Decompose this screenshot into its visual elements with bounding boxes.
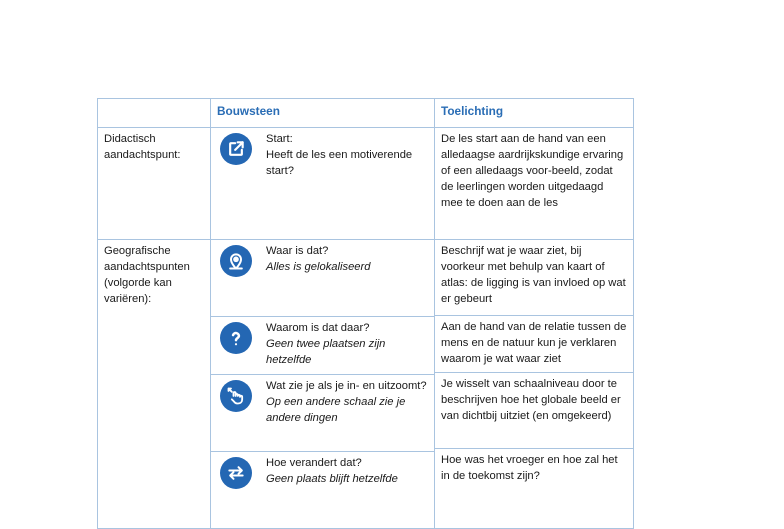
toelichting-cell: De les start aan de hand van een alledaagse aardrijkskundige ervaring of een alledaags voor-beeld, zodat de leerlingen worden uitgedaagd mee te doen aan de les (435, 128, 634, 240)
toelichting-text: Beschrijf wat je waar ziet, bij voorkeur met behulp van kaart of atlas: de ligging is van invloed op wat er gebeurt (441, 245, 626, 305)
bouwsteen-cell (211, 240, 435, 529)
zoom-gesture-icon (220, 380, 252, 412)
bouwsteen-subtitle: Geen twee plaatsen zijn hetzelfde (266, 338, 386, 366)
bouwsteen-cell (211, 128, 435, 240)
header-toelichting: Toelichting (435, 99, 634, 128)
bouwsteen-title: Wat zie je als je in- en uitzoomt? (266, 380, 427, 392)
row-label: Didactisch aandachtspunt: (98, 128, 211, 240)
toelichting-waar (441, 243, 627, 315)
row-label: Geografische aandachtspunten (volgorde kan variëren): (98, 240, 211, 529)
bouwstenen-table (97, 98, 634, 529)
table-row (98, 240, 634, 529)
toelichting-waarom (435, 315, 633, 372)
bouwsteen-title: Waarom is dat daar? (266, 322, 370, 334)
map-pin-icon (220, 245, 252, 277)
bouwsteen-subtitle: Alles is gelokaliseerd (266, 261, 371, 273)
bouwsteen-subtitle: Op een andere schaal zie je andere dingen (266, 396, 406, 424)
bouwsteen-title: Waar is dat? (266, 245, 329, 257)
question-icon (220, 322, 252, 354)
bouwsteen-waar (211, 240, 434, 316)
toelichting-zoom (435, 372, 633, 448)
bouwsteen-verandering (211, 451, 434, 528)
table-header-row (98, 99, 634, 128)
bouwsteen-title: Hoe verandert dat? (266, 457, 362, 469)
table-row (98, 128, 634, 240)
toelichting-cell (435, 240, 634, 529)
header-empty (98, 99, 211, 128)
header-bouwsteen: Bouwsteen (211, 99, 435, 128)
toelichting-text: Aan de hand van de relatie tussen de mens en de natuur kun je verklaren waarom je wat waar ziet (441, 321, 627, 365)
bouwsteen-zoom (211, 374, 434, 451)
bouwsteen-subtitle: Geen plaats blijft hetzelfde (266, 473, 398, 485)
bouwsteen-start (211, 128, 434, 181)
toelichting-text: Hoe was het vroeger en hoe zal het in de toekomst zijn? (441, 454, 618, 482)
toelichting-verandering (435, 448, 633, 484)
bouwsteen-title: Start: (266, 133, 293, 145)
external-link-icon (220, 133, 252, 165)
change-arrows-icon (220, 457, 252, 489)
bouwsteen-question: Heeft de les een motiverende start? (266, 149, 413, 177)
toelichting-text: Je wisselt van schaalniveau door te beschrijven hoe het globale beeld er van dichtbij uitziet (en omgekeerd) (441, 378, 621, 422)
bouwsteen-waarom (211, 316, 434, 374)
